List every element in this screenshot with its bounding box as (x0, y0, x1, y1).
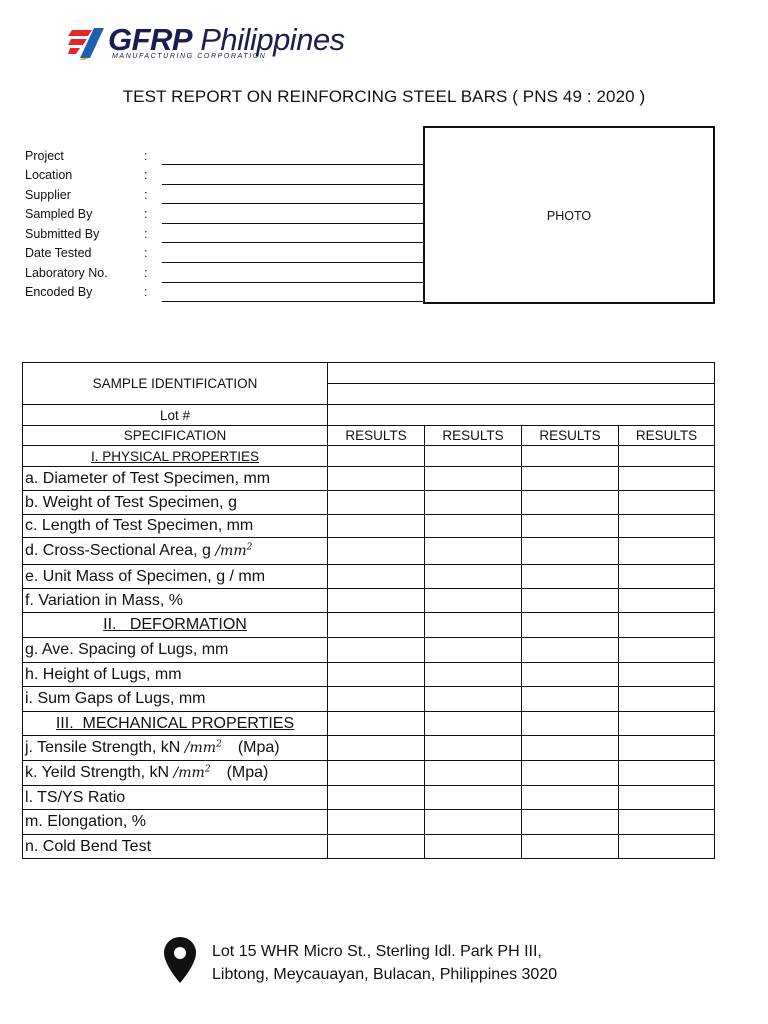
result-cell[interactable] (425, 446, 522, 467)
result-cell[interactable] (619, 589, 715, 613)
row-j-unit-text: /mm (184, 740, 217, 756)
location-field-line[interactable] (162, 184, 423, 185)
result-cell[interactable] (425, 810, 522, 835)
row-label-weight: b. Weight of Test Specimen, g (23, 491, 328, 515)
project-field-line[interactable] (162, 164, 423, 165)
lot-value-cell[interactable] (328, 405, 715, 426)
result-cell[interactable] (522, 736, 619, 761)
results-header-3: RESULTS (522, 426, 619, 446)
sample-identification-cell-2[interactable] (328, 384, 715, 405)
result-cell[interactable] (522, 712, 619, 736)
result-cell[interactable] (328, 538, 425, 565)
result-cell[interactable] (522, 565, 619, 589)
result-cell[interactable] (619, 467, 715, 491)
result-cell[interactable] (425, 663, 522, 687)
section-physical-label: I. PHYSICAL PROPERTIES (90, 448, 260, 464)
result-cell[interactable] (425, 538, 522, 565)
info-label-supplier: Supplier (25, 188, 71, 202)
result-cell[interactable] (522, 467, 619, 491)
brand-subtitle: MANUFACTURING CORPORATION (112, 53, 267, 60)
section-deformation (23, 613, 328, 638)
result-cell[interactable] (522, 786, 619, 810)
laboratory-no-field-line[interactable] (162, 282, 423, 283)
result-cell[interactable] (425, 515, 522, 538)
row-d-unit-text: /mm (215, 543, 247, 559)
result-cell[interactable] (425, 835, 522, 859)
row-d-exponent: 2 (246, 542, 253, 553)
row-k-unit (174, 765, 211, 781)
photo-box[interactable] (423, 126, 715, 304)
result-cell[interactable] (425, 638, 522, 663)
result-cell[interactable] (328, 835, 425, 859)
row-d-unit (215, 543, 252, 559)
info-colon: : (144, 168, 148, 182)
row-label-diameter: a. Diameter of Test Specimen, mm (23, 467, 328, 491)
result-cell[interactable] (522, 446, 619, 467)
result-cell[interactable] (328, 638, 425, 663)
row-k-text: k. Yeild Strength, kN (25, 764, 170, 781)
result-cell[interactable] (522, 613, 619, 638)
info-colon: : (144, 188, 148, 202)
result-cell[interactable] (425, 613, 522, 638)
sample-identification-header: SAMPLE IDENTIFICATION (23, 363, 328, 405)
result-cell[interactable] (425, 491, 522, 515)
result-cell[interactable] (328, 565, 425, 589)
result-cell[interactable] (328, 446, 425, 467)
result-cell[interactable] (619, 663, 715, 687)
location-pin-icon (163, 936, 197, 986)
row-label-unit-mass: e. Unit Mass of Specimen, g / mm (23, 565, 328, 589)
section-deformation-label: II. DEFORMATION (103, 616, 247, 633)
row-label-ts-ys-ratio: l. TS/YS Ratio (23, 786, 328, 810)
result-cell[interactable] (425, 786, 522, 810)
result-cell[interactable] (619, 565, 715, 589)
info-label-location: Location (25, 168, 73, 182)
result-cell[interactable] (328, 613, 425, 638)
sampled-by-field-line[interactable] (162, 223, 423, 224)
info-label-sampled-by: Sampled By (25, 207, 93, 221)
section-physical-properties (23, 446, 328, 467)
result-cell[interactable] (425, 467, 522, 491)
result-cell[interactable] (522, 491, 619, 515)
photo-label: PHOTO (546, 209, 592, 223)
address-line-2: Libtong, Meycauayan, Bulacan, Philippines 3020 (212, 966, 558, 983)
result-cell[interactable] (328, 515, 425, 538)
row-label-yield-strength (23, 761, 328, 786)
result-cell[interactable] (425, 761, 522, 786)
result-cell[interactable] (619, 491, 715, 515)
row-label-variation-in-mass: f. Variation in Mass, % (23, 589, 328, 613)
info-colon: : (144, 285, 148, 299)
result-cell[interactable] (425, 589, 522, 613)
result-cell[interactable] (522, 515, 619, 538)
brand-country: Philippines (200, 22, 345, 57)
info-colon: : (144, 227, 148, 241)
result-cell[interactable] (619, 736, 715, 761)
row-label-height-of-lugs: h. Height of Lugs, mm (23, 663, 328, 687)
row-label-cold-bend-test: n. Cold Bend Test (23, 835, 328, 859)
result-cell[interactable] (619, 835, 715, 859)
date-tested-field-line[interactable] (162, 262, 423, 263)
result-cell[interactable] (328, 736, 425, 761)
company-logo (68, 24, 398, 64)
result-cell[interactable] (619, 515, 715, 538)
sample-identification-cell-1[interactable] (328, 363, 715, 384)
result-cell[interactable] (425, 565, 522, 589)
result-cell[interactable] (328, 810, 425, 835)
result-cell[interactable] (522, 835, 619, 859)
row-label-tensile-strength (23, 736, 328, 761)
result-cell[interactable] (328, 491, 425, 515)
info-colon: : (144, 149, 148, 163)
result-cell[interactable] (619, 638, 715, 663)
info-label-date-tested: Date Tested (25, 246, 92, 260)
row-label-elongation: m. Elongation, % (23, 810, 328, 835)
info-label-laboratory-no: Laboratory No. (25, 266, 108, 280)
row-j-text: j. Tensile Strength, kN (25, 739, 181, 756)
specification-header: SPECIFICATION (23, 426, 328, 446)
report-title: TEST REPORT ON REINFORCING STEEL BARS ( PNS 49 : 2020 ) (122, 87, 646, 106)
info-colon: : (144, 266, 148, 280)
supplier-field-line[interactable] (162, 203, 423, 204)
result-cell[interactable] (328, 786, 425, 810)
result-cell[interactable] (619, 538, 715, 565)
result-cell[interactable] (619, 786, 715, 810)
brand-main: GFRP (108, 22, 193, 57)
result-cell[interactable] (522, 663, 619, 687)
row-j-exponent: 2 (216, 739, 222, 750)
row-k-mpa: (Mpa) (226, 764, 269, 781)
info-colon: : (144, 246, 148, 260)
results-header-2: RESULTS (425, 426, 522, 446)
row-d-text: d. Cross-Sectional Area, g (25, 542, 211, 559)
result-cell[interactable] (619, 613, 715, 638)
result-cell[interactable] (328, 761, 425, 786)
result-cell[interactable] (619, 712, 715, 736)
result-cell[interactable] (328, 712, 425, 736)
result-cell[interactable] (619, 761, 715, 786)
result-cell[interactable] (522, 538, 619, 565)
result-cell[interactable] (328, 687, 425, 712)
info-colon: : (144, 207, 148, 221)
row-j-unit (185, 740, 222, 756)
result-cell[interactable] (522, 761, 619, 786)
row-k-unit-text: /mm (173, 765, 205, 781)
submitted-by-field-line[interactable] (162, 242, 423, 243)
result-cell[interactable] (522, 810, 619, 835)
result-cell[interactable] (522, 638, 619, 663)
result-cell[interactable] (619, 687, 715, 712)
section-mechanical-label: III. MECHANICAL PROPERTIES (55, 714, 295, 732)
result-cell[interactable] (425, 736, 522, 761)
address-line-1: Lot 15 WHR Micro St., Sterling Idl. Park PH III, (212, 943, 542, 960)
row-label-spacing-of-lugs: g. Ave. Spacing of Lugs, mm (23, 638, 328, 663)
row-label-sum-gaps-of-lugs: i. Sum Gaps of Lugs, mm (23, 687, 328, 712)
row-label-length: c. Length of Test Specimen, mm (23, 515, 328, 538)
section-mechanical-properties (23, 712, 328, 736)
info-label-encoded-by: Encoded By (25, 285, 93, 299)
result-cell[interactable] (328, 589, 425, 613)
result-cell[interactable] (619, 446, 715, 467)
company-address (212, 940, 557, 986)
result-cell[interactable] (425, 687, 522, 712)
result-cell[interactable] (522, 589, 619, 613)
specification-table (22, 362, 715, 859)
logo-mark-icon (68, 26, 104, 60)
row-k-exponent: 2 (204, 764, 211, 775)
info-label-submitted-by: Submitted By (25, 227, 100, 241)
results-header-4: RESULTS (619, 426, 715, 446)
result-cell[interactable] (619, 810, 715, 835)
result-cell[interactable] (328, 663, 425, 687)
result-cell[interactable] (328, 467, 425, 491)
lot-header: Lot # (23, 405, 328, 426)
info-label-project: Project (25, 149, 64, 163)
result-cell[interactable] (522, 687, 619, 712)
row-label-cross-sectional-area (23, 538, 328, 565)
encoded-by-field-line[interactable] (162, 301, 423, 302)
row-j-mpa: (Mpa) (237, 739, 280, 756)
results-header-1: RESULTS (328, 426, 425, 446)
result-cell[interactable] (425, 712, 522, 736)
